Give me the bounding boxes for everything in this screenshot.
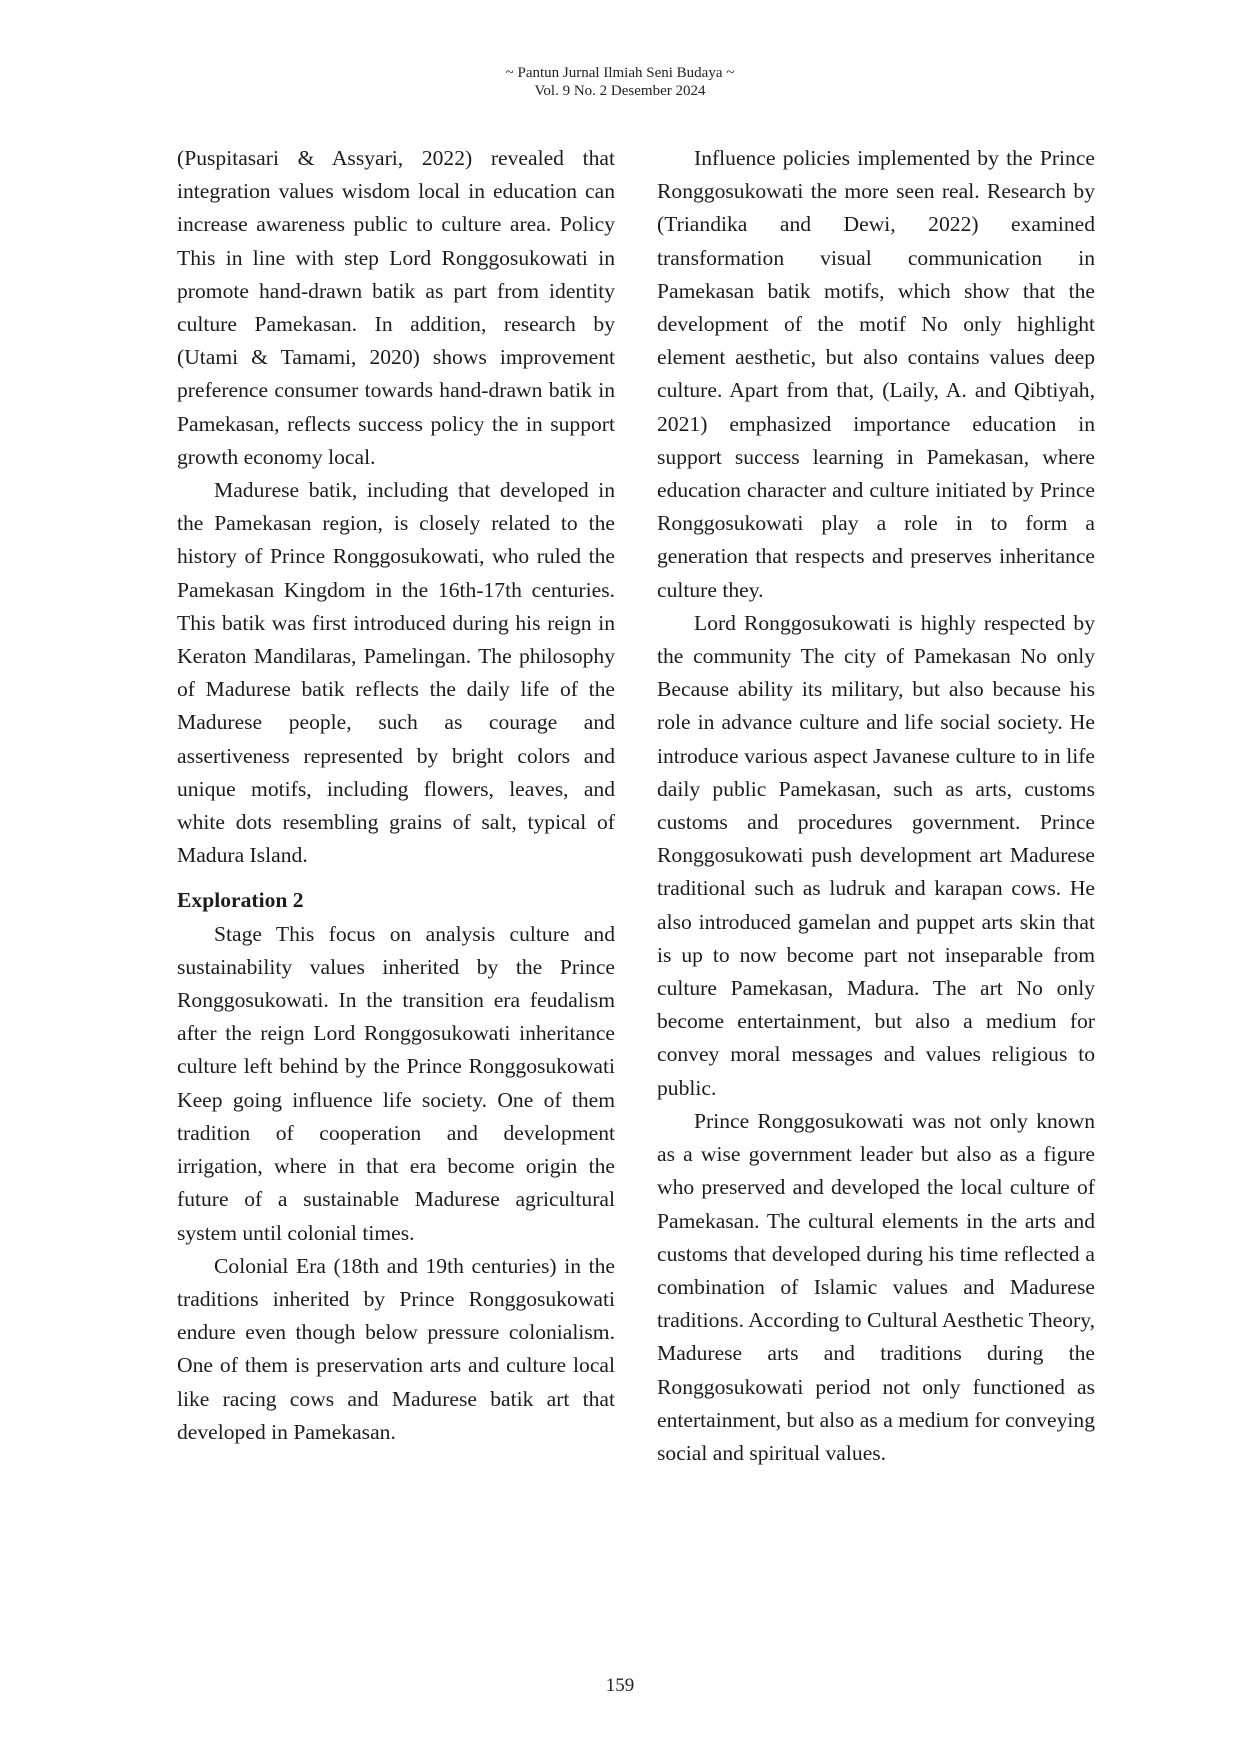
paragraph: Prince Ronggosukowati was not only known as a wise government leader but also as a figure who preserved and developed the local culture of Pamekasan. The cultural elements in the arts and customs that developed during his time reflected a combination of Islamic values and Madurese traditions. According to Cultural Aesthetic Theory, Madurese arts and traditions during the Ronggosukowati period not only functioned as entertainment, but also as a medium for conveying social and spiritual values. xyxy=(657,1108,1095,1465)
paragraph: Stage This focus on analysis culture and sustainability values inherited by the Prince Ronggosukowati. In the transition era feudalism after the reign Lord Ronggosukowati inheritance culture left behind by the Prince Ronggosukowati Keep going influence life society. One of them tradition of cooperation and development irrigation, where in that era become origin the future of a sustainable Madurese agricultural system until colonial times. xyxy=(177,921,615,1245)
section-heading: Exploration 2 xyxy=(177,888,304,913)
paragraph: (Puspitasari & Assyari, 2022) revealed that integration values wisdom local in education can increase awareness public to culture area. Policy This in line with step Lord Ronggosukowati in promote hand-drawn batik as part from identity culture Pamekasan. In addition, research by (Utami & Tamami, 2020) shows improvement preference consumer towards hand-drawn batik in Pamekasan, reflects success policy the in support growth economy local. xyxy=(177,146,615,469)
issue-info: Vol. 9 No. 2 Desember 2024 xyxy=(534,83,706,99)
left-column xyxy=(177,142,615,1449)
right-column xyxy=(657,142,1095,1470)
paragraph: Madurese batik, including that developed in the Pamekasan region, is closely related to the history of Prince Ronggosukowati, who ruled the Pamekasan Kingdom in the 16th-17th centuries. This batik was first introduced during his reign in Keraton Mandilaras, Pamelingan. The philosophy of Madurese batik reflects the daily life of the Madurese people, such as courage and assertiveness represented by bright colors and unique motifs, including flowers, leaves, and white dots resembling grains of salt, typical of Madura Island. xyxy=(177,478,615,868)
running-header xyxy=(0,64,1240,100)
journal-title: ~ Pantun Jurnal Ilmiah Seni Budaya ~ xyxy=(505,65,735,81)
paragraph: Colonial Era (18th and 19th centuries) in the traditions inherited by Prince Ronggosukowati endure even though below pressure colonialism. One of them is preservation arts and culture local like racing cows and Madurese batik art that developed in Pamekasan. xyxy=(177,1253,615,1444)
paragraph: Influence policies implemented by the Prince Ronggosukowati the more seen real. Research by (Triandika and Dewi, 2022) examined transformation visual communication in Pamekasan batik motifs, which show that the development of the motif No only highlight element aesthetic, but also contains values deep culture. Apart from that, (Laily, A. and Qibtiyah, 2021) emphasized importance education in support success learning in Pamekasan, where education character and culture initiated by Prince Ronggosukowati play a role in to form a generation that respects and preserves inheritance culture they. xyxy=(657,146,1095,602)
page-number: 159 xyxy=(605,1675,635,1696)
paragraph: Lord Ronggosukowati is highly respected by the community The city of Pamekasan No only Because ability its military, but also because his role in advance culture and life social society. He introduce various aspect Javanese culture to in life daily public Pamekasan, such as arts, customs customs and procedures government. Prince Ronggosukowati push development art Madurese traditional such as ludruk and karapan cows. He also introduced gamelan and puppet arts skin that is up to now become part not inseparable from culture Pamekasan, Madura. The art No only become entertainment, but also a medium for convey moral messages and values religious to public. xyxy=(657,610,1095,1100)
